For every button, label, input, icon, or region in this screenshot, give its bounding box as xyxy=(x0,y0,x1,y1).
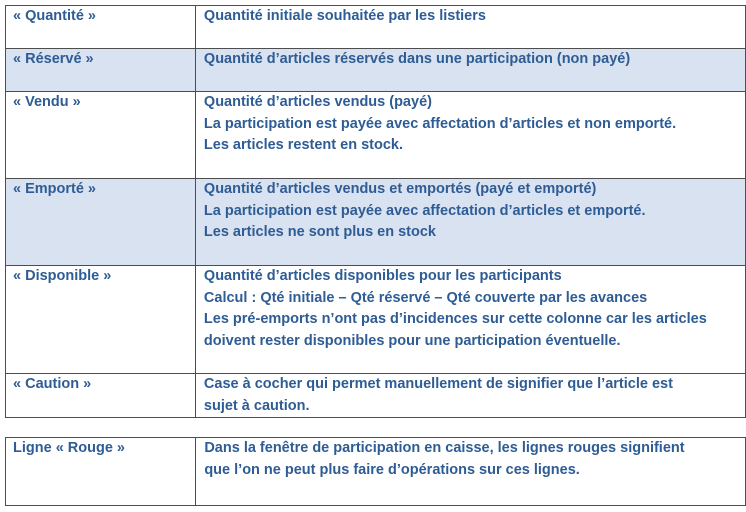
definition-line: Quantité d’articles réservés dans une participation (non payé) xyxy=(203,51,631,67)
term-emporte: « Emporté » xyxy=(13,181,96,197)
definition-line: Les articles ne sont plus en stock xyxy=(203,224,436,240)
term-cell xyxy=(6,179,196,266)
term-cell xyxy=(6,266,196,374)
definition-cell xyxy=(195,179,745,266)
definition-line: Case à cocher qui permet manuellement de signifier que l’article est xyxy=(203,376,673,392)
term-quantite: « Quantité » xyxy=(13,8,96,24)
definition-cell xyxy=(195,266,745,374)
definition-cell xyxy=(195,374,745,418)
definition-line: Les articles restent en stock. xyxy=(203,137,403,153)
definition-line: Calcul : Qté initiale – Qté réservé – Qté couverte par les avances xyxy=(203,289,648,306)
term-ligne-rouge: Ligne « Rouge » xyxy=(13,440,125,456)
definition-line: Quantité d’articles vendus et emportés (payé et emporté) xyxy=(203,181,597,197)
definition-line: sujet à caution. xyxy=(203,397,310,414)
definition-cell xyxy=(195,49,745,92)
red-line-table xyxy=(5,437,746,506)
definition-line: Quantité initiale souhaitée par les listiers xyxy=(203,8,486,24)
table-row xyxy=(6,179,746,266)
definition-line: doivent rester disponibles pour une participation éventuelle. xyxy=(203,332,621,349)
table-row xyxy=(6,92,746,179)
definition-line: Dans la fenêtre de participation en caisse, les lignes rouges signifient xyxy=(204,440,685,456)
term-reserve: « Réservé » xyxy=(13,51,94,67)
table-row xyxy=(6,49,746,92)
definition-line: La participation est payée avec affectation d’articles et non emporté. xyxy=(203,115,677,132)
term-cell xyxy=(6,49,196,92)
definitions-table xyxy=(5,5,746,418)
definition-line: Quantité d’articles vendus (payé) xyxy=(203,94,432,110)
term-cell xyxy=(6,438,196,506)
table-row xyxy=(6,374,746,418)
table-row xyxy=(6,438,746,506)
definition-line: La participation est payée avec affectation d’articles et emporté. xyxy=(203,202,646,219)
table-row xyxy=(6,266,746,374)
term-cell xyxy=(6,92,196,179)
definition-line: que l’on ne peut plus faire d’opérations sur ces lignes. xyxy=(204,461,580,478)
definition-line: Quantité d’articles disponibles pour les participants xyxy=(203,268,562,284)
table-row xyxy=(6,6,746,49)
definition-cell xyxy=(195,92,745,179)
term-disponible: « Disponible » xyxy=(13,268,112,284)
term-caution: « Caution » xyxy=(13,376,92,392)
definition-cell xyxy=(195,6,745,49)
definition-cell xyxy=(196,438,746,506)
definition-line: Les pré-emports n’ont pas d’incidences sur cette colonne car les articles xyxy=(203,311,707,327)
term-cell xyxy=(6,6,196,49)
term-vendu: « Vendu » xyxy=(13,94,81,110)
term-cell xyxy=(6,374,196,418)
